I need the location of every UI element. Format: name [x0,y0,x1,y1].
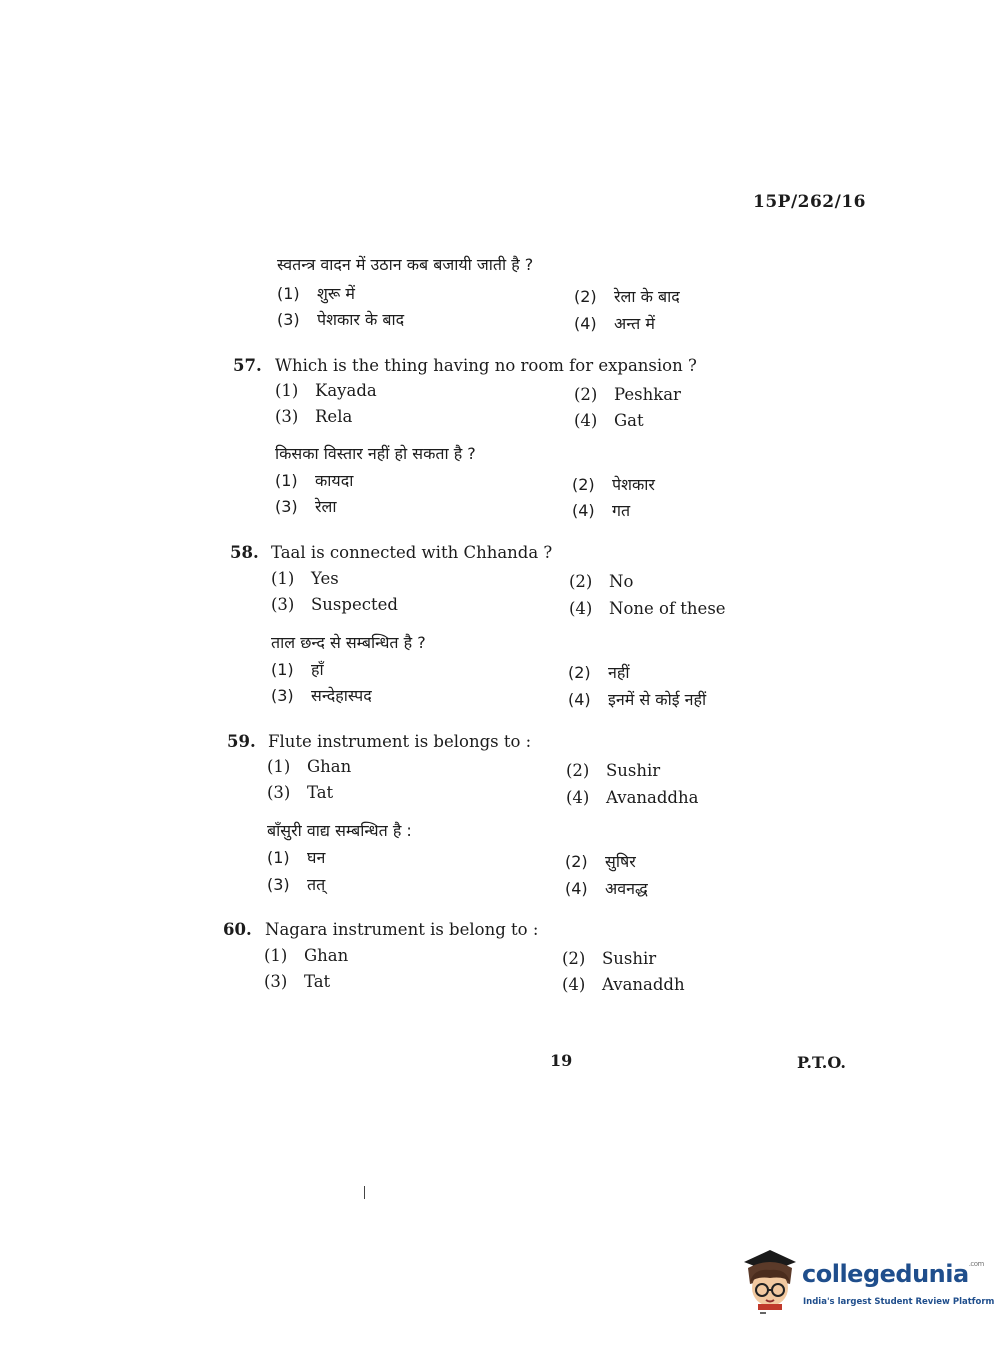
q57-hi-option-3: (3) रेला [275,497,337,516]
question-56-hindi-text: स्वतन्त्र वादन में उठान कब बजायी जाती है ? [277,255,534,274]
question-number: 58. [230,543,259,562]
please-turn-over: P.T.O. [797,1053,846,1072]
page-number: 19 [550,1051,573,1070]
q56-hi-option-3: (3) पेशकार के बाद [277,310,405,329]
question-59-text: Flute instrument is belongs to : [268,732,532,751]
question-57-text: Which is the thing having no room for expansion ? [275,356,697,375]
q60-option-2: (2) Sushir [562,949,657,968]
question-number: 57. [233,356,262,375]
scan-mark [364,1186,365,1199]
q56-hi-option-4: (4) अन्त में [574,314,655,333]
logo-wordmark: collegedunia$^{.com}$ [802,1260,984,1288]
q58-option-3: (3) Suspected [271,595,398,614]
collegedunia-logo [740,1248,995,1314]
q58-hi-option-4: (4) इनमें से कोई नहीं [568,690,707,709]
question-59-hindi-text: बाँसुरी वाद्य सम्बन्धित है : [267,821,412,840]
question-number: 60. [223,920,252,939]
q57-option-3: (3) Rela [275,407,353,426]
q60-option-4: (4) Avanaddh [562,975,685,994]
question-57-hindi-text: किसका विस्तार नहीं हो सकता है ? [275,444,476,463]
q58-hi-option-2: (2) नहीं [568,663,630,682]
question-58-hindi-text: ताल छन्द से सम्बन्धित है ? [271,633,426,652]
q60-option-3: (3) Tat [264,972,331,991]
q58-option-1: (1) Yes [271,569,339,588]
q59-hi-option-4: (4) अवनद्ध [565,879,648,898]
q60-option-1: (1) Ghan [264,946,349,965]
question-60-text: Nagara instrument is belong to : [265,920,539,939]
question-number: 59. [227,732,256,751]
logo-tagline: India's largest Student Review Platform [803,1297,995,1307]
question-58-text: Taal is connected with Chhanda ? [271,543,553,562]
q59-option-3: (3) Tat [267,783,334,802]
q57-hi-option-4: (4) गत [572,501,631,520]
q56-hi-option-2: (2) रेला के बाद [574,287,680,306]
q57-option-1: (1) Kayada [275,381,377,400]
paper-code: 15P/262/16 [753,192,867,212]
q57-hi-option-1: (1) कायदा [275,471,354,490]
q58-option-4: (4) None of these [569,599,726,618]
q57-option-2: (2) Peshkar [574,385,681,404]
q59-option-2: (2) Sushir [566,761,661,780]
q59-option-1: (1) Ghan [267,757,352,776]
q57-option-4: (4) Gat [574,411,644,430]
q59-hi-option-1: (1) घन [267,848,326,867]
q58-hi-option-3: (3) सन्देहास्पद [271,686,372,705]
scan-mark-dot [760,1312,766,1314]
q58-option-2: (2) No [569,572,634,591]
q59-hi-option-3: (3) तत् [267,875,326,894]
q56-hi-option-1: (1) शुरू में [277,284,355,303]
q59-option-4: (4) Avanaddha [566,788,699,807]
q59-hi-option-2: (2) सुषिर [565,852,636,871]
q58-hi-option-1: (1) हाँ [271,660,324,679]
q57-hi-option-2: (2) पेशकार [572,475,655,494]
student-mascot-icon [740,1248,800,1310]
